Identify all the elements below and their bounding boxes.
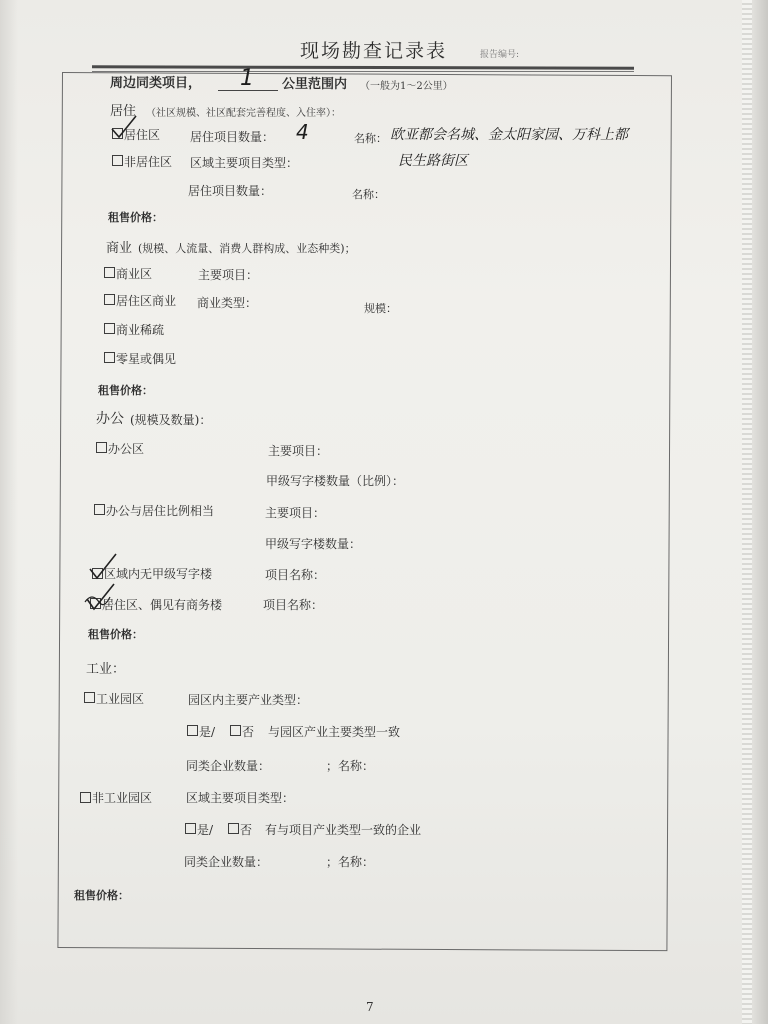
commercial-type-label: 商业类型：	[197, 296, 258, 310]
office-price-label: 租售价格：	[88, 628, 143, 641]
area-consistent-yes-label: 是/	[197, 823, 214, 837]
industrial-park-option: 工业园区	[96, 692, 145, 706]
stacked-page-edges	[742, 0, 752, 1024]
sparse-commercial-option: 商业稀疏	[116, 323, 165, 337]
scattered-commercial-option: 零星或偶见	[116, 352, 177, 366]
park-consistent-no-label: 否	[242, 725, 255, 739]
non-residential-option: 非居住区	[124, 155, 173, 169]
area-similar-company-count-label: 同类企业数量：	[184, 855, 269, 869]
residential-count-label: 居住项目数量：	[190, 130, 275, 144]
occasional-business-building-option: 居住区、偶见有商务楼	[102, 598, 223, 612]
non-residential-name-label: 名称：	[352, 188, 385, 201]
commercial-main-projects-label: 主要项目：	[198, 268, 259, 282]
non-residential-count-label: 居住项目数量：	[188, 184, 273, 198]
no-grade-a-office-option: 区域内无甲级写字楼	[104, 567, 213, 581]
grade-a-office-count-label: 甲级写字楼数量：	[265, 537, 362, 551]
no-grade-a-project-name-label: 项目名称：	[265, 568, 326, 582]
industrial-park-checkbox[interactable]	[84, 692, 95, 703]
office-heading: 办公	[96, 411, 124, 427]
radius-note: （一般为1～2公里）	[360, 81, 453, 92]
area-main-project-type-label: 区域主要项目类型：	[186, 791, 295, 805]
commercial-area-option: 商业区	[116, 267, 153, 281]
park-consistency-text: 与园区产业主要类型一致	[268, 725, 401, 739]
industrial-heading: 工业：	[86, 662, 126, 677]
radius-handwritten: 1	[240, 66, 254, 91]
park-similar-company-name-label: ；名称：	[326, 759, 375, 773]
grade-a-office-ratio-label: 甲级写字楼数量（比例）：	[266, 474, 405, 488]
office-residential-balance-option: 办公与居住比例相当	[106, 504, 215, 518]
non-residential-type-label: 区域主要项目类型：	[190, 156, 299, 170]
area-consistency-text: 有与项目产业类型一致的企业	[265, 823, 422, 837]
industrial-price-label: 租售价格：	[74, 889, 129, 902]
office-note: (规模及数量)：	[130, 413, 212, 427]
commercial-area-checkbox[interactable]	[104, 267, 115, 278]
office-area-option: 办公区	[108, 442, 145, 456]
commercial-scale-label: 规模：	[364, 302, 397, 315]
scattered-commercial-checkbox[interactable]	[104, 352, 115, 363]
park-consistent-yes-label: 是/	[199, 725, 216, 739]
page-title: 现场勘查记录表	[300, 40, 448, 62]
residential-commercial-checkbox[interactable]	[104, 294, 115, 305]
residential-names-line1: 欧亚都会名城、金太阳家园、万科上都	[390, 127, 628, 143]
park-similar-company-count-label: 同类企业数量：	[186, 759, 271, 773]
area-consistent-yes-checkbox[interactable]	[185, 823, 196, 834]
sparse-commercial-checkbox[interactable]	[104, 323, 115, 334]
residential-price-label: 租售价格：	[108, 211, 163, 224]
residential-note: （社区规模、社区配套完善程度、入住率）：	[146, 108, 341, 119]
residential-commercial-option: 居住区商业	[116, 294, 177, 308]
park-consistent-no-checkbox[interactable]	[230, 725, 241, 736]
non-industrial-park-checkbox[interactable]	[80, 792, 91, 803]
radius-label: 周边同类项目，	[110, 76, 202, 91]
area-similar-company-name-label: ；名称：	[326, 855, 375, 869]
park-industry-type-label: 园区内主要产业类型：	[188, 693, 309, 707]
occasional-project-name-label: 项目名称：	[263, 598, 324, 612]
office-main-projects-label: 主要项目：	[268, 444, 329, 458]
area-consistent-no-checkbox[interactable]	[228, 823, 239, 834]
residential-name-label: 名称：	[354, 132, 387, 145]
commercial-heading: 商业	[106, 241, 133, 256]
non-residential-checkbox[interactable]	[112, 155, 123, 166]
residential-area-option: 居住区	[124, 128, 161, 142]
residential-names-line2: 民生路街区	[398, 153, 468, 169]
residential-count-value: 4	[296, 120, 309, 144]
office2-main-projects-label: 主要项目：	[265, 506, 326, 520]
area-consistent-no-label: 否	[240, 823, 253, 837]
radius-suffix: 公里范围内	[282, 77, 348, 92]
office-residential-balance-checkbox[interactable]	[94, 504, 105, 515]
page-number: 7	[366, 1000, 374, 1014]
commercial-note: (规模、人流量、消费人群构成、业态种类)；	[138, 242, 356, 255]
non-industrial-park-option: 非工业园区	[92, 791, 153, 805]
commercial-price-label: 租售价格：	[98, 384, 153, 397]
page-shadow	[0, 0, 18, 1024]
residential-heading: 居住	[110, 104, 137, 119]
park-consistent-yes-checkbox[interactable]	[187, 725, 198, 736]
report-number-label: 报告编号:	[480, 50, 520, 60]
header-rule-thick	[92, 65, 634, 69]
office-area-checkbox[interactable]	[96, 442, 107, 453]
